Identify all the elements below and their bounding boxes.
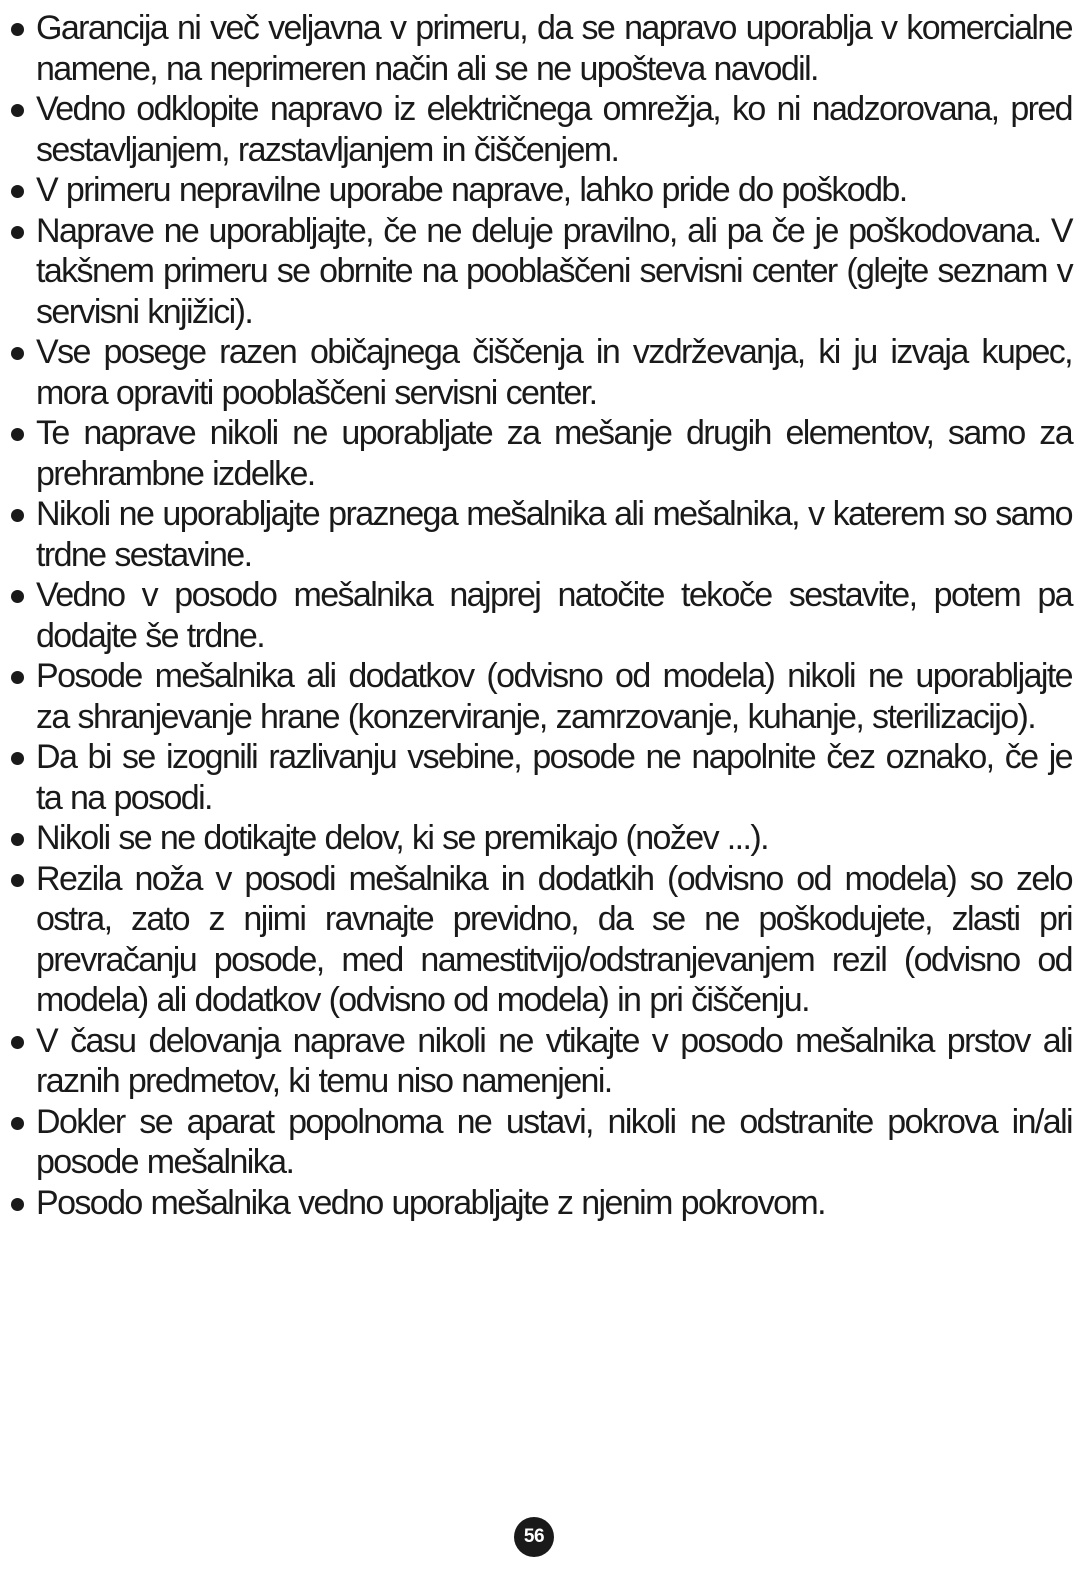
list-item-text: V primeru nepravilne uporabe naprave, lahko pride do poškodb. xyxy=(36,171,907,209)
bullet-icon xyxy=(11,23,24,36)
list-item xyxy=(8,89,1072,170)
bullet-icon xyxy=(11,671,24,684)
bullet-icon xyxy=(11,752,24,765)
list-item-text: Garancija ni več veljavna v primeru, da se napravo uporablja v komercialne namene, na neprimeren način ali se ne upošteva navodil. xyxy=(36,9,1072,88)
bullet-icon xyxy=(11,874,24,887)
bullet-icon xyxy=(11,1117,24,1130)
list-item xyxy=(8,8,1072,89)
bullet-icon xyxy=(11,347,24,360)
bullet-icon xyxy=(11,833,24,846)
list-item xyxy=(8,575,1072,656)
bullet-icon xyxy=(11,428,24,441)
bullet-icon xyxy=(11,1198,24,1211)
list-item xyxy=(8,737,1072,818)
list-item-text: Nikoli se ne dotikajte delov, ki se premikajo (nožev ...). xyxy=(36,819,768,857)
list-item xyxy=(8,494,1072,575)
page-number-badge: 56 xyxy=(514,1517,554,1557)
list-item xyxy=(8,1183,1072,1224)
list-item xyxy=(8,656,1072,737)
list-item-text: Nikoli ne uporabljajte praznega mešalnika ali mešalnika, v katerem so samo trdne sestavine. xyxy=(36,495,1072,574)
list-item-text: Vedno odklopite napravo iz električnega omrežja, ko ni nadzorovana, pred sestavljanjem, razstavljanjem in čiščenjem. xyxy=(36,90,1072,169)
bullet-icon xyxy=(11,185,24,198)
list-item xyxy=(8,413,1072,494)
list-item-text: Dokler se aparat popolnoma ne ustavi, nikoli ne odstranite pokrova in/ali posode mešalnika. xyxy=(36,1102,1072,1181)
list-item-text: Rezila noža v posodi mešalnika in dodatkih (odvisno od modela) so zelo ostra, zato z njimi ravnajte previdno, da se ne poškodujete, zlasti pri prevračanju posode, med namestitvijo/odstranjevanjem rezil (odvisno od modela) ali dodatkov (odvisno od modela) in pri čiščenju. xyxy=(36,859,1072,1019)
bullet-icon xyxy=(11,226,24,239)
list-item-text: Te naprave nikoli ne uporabljate za mešanje drugih elementov, samo za prehrambne izdelke. xyxy=(36,414,1072,493)
list-item xyxy=(8,818,1072,859)
list-item-text: Naprave ne uporabljajte, če ne deluje pravilno, ali pa če je poškodovana. V takšnem primeru se obrnite na pooblaščeni servisni center (glejte seznam v servisni knjižici). xyxy=(36,211,1072,331)
bullet-icon xyxy=(11,590,24,603)
list-item-text: V času delovanja naprave nikoli ne vtikajte v posodo mešalnika prstov ali raznih predmetov, ki temu niso namenjeni. xyxy=(36,1021,1072,1100)
safety-instructions-list xyxy=(8,8,1072,1223)
list-item xyxy=(8,170,1072,211)
bullet-icon xyxy=(11,1036,24,1049)
list-item-text: Posodo mešalnika vedno uporabljajte z njenim pokrovom. xyxy=(36,1183,825,1222)
list-item-text: Posode mešalnika ali dodatkov (odvisno od modela) nikoli ne uporabljajte za shranjevanje hrane (konzerviranje, zamrzovanje, kuhanje, sterilizacijo). xyxy=(36,657,1072,736)
bullet-icon xyxy=(11,509,24,522)
list-item-text: Vse posege razen običajnega čiščenja in vzdrževanja, ki ju izvaja kupec, mora opraviti pooblaščeni servisni center. xyxy=(36,333,1072,412)
list-item xyxy=(8,211,1072,333)
list-item xyxy=(8,332,1072,413)
list-item-text: Vedno v posodo mešalnika najprej natočite tekoče sestavite, potem pa dodajte še trdne. xyxy=(36,576,1072,655)
list-item xyxy=(8,1021,1072,1102)
bullet-icon xyxy=(11,104,24,117)
list-item xyxy=(8,859,1072,1021)
list-item xyxy=(8,1102,1072,1183)
list-item-text: Da bi se izognili razlivanju vsebine, posode ne napolnite čez oznako, če je ta na posodi. xyxy=(36,738,1072,817)
